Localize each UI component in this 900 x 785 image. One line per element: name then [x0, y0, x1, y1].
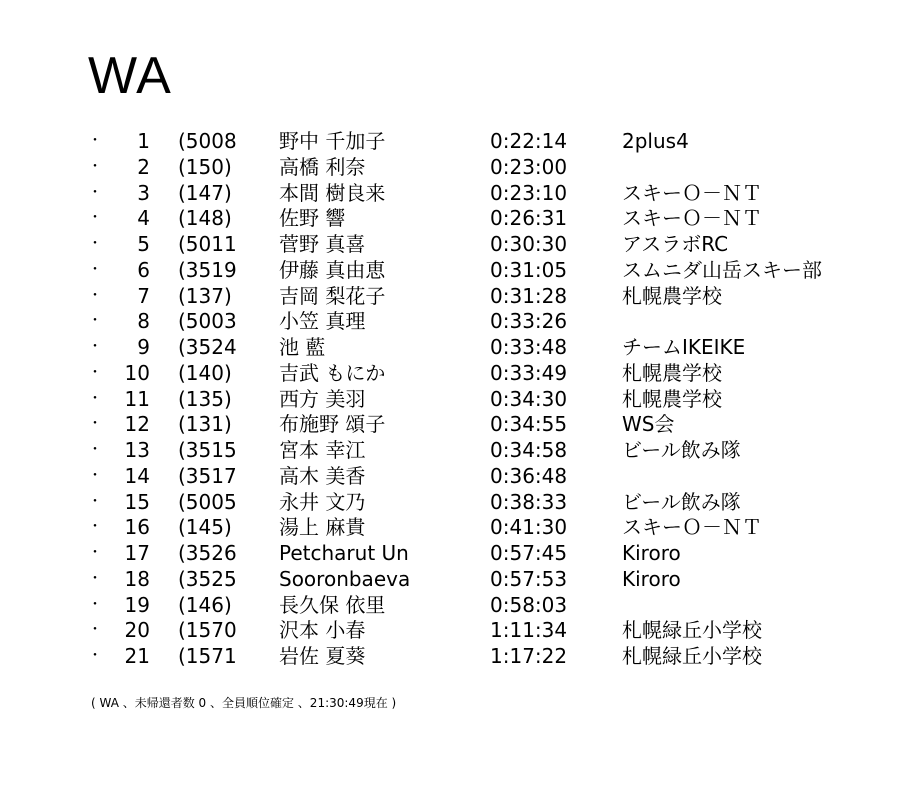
rank: 15 — [124, 489, 150, 514]
bullet-icon: ・ — [88, 158, 102, 175]
bullet-icon: ・ — [88, 467, 102, 484]
bullet-icon: ・ — [88, 596, 102, 613]
bib-number: (1570 — [178, 618, 237, 643]
rank: 10 — [124, 360, 150, 385]
finish-time: 0:34:30 — [490, 386, 568, 411]
result-row — [0, 155, 900, 181]
finish-time: 0:26:31 — [490, 206, 568, 231]
result-row — [0, 309, 900, 335]
result-row — [0, 515, 900, 541]
finish-time: 0:34:55 — [490, 412, 568, 437]
rank: 18 — [124, 566, 150, 591]
finish-time: 1:17:22 — [490, 644, 568, 668]
team-name: 札幌緑丘小学校 — [622, 644, 762, 668]
finish-time: 0:30:30 — [490, 232, 568, 256]
bib-number: (150) — [178, 154, 232, 179]
bib-number: (3526 — [178, 541, 237, 565]
result-row — [0, 361, 900, 387]
runner-name: 高橋 利奈 — [279, 154, 366, 179]
runner-name: 布施野 頌子 — [279, 412, 386, 437]
result-row — [0, 464, 900, 490]
rank: 2 — [137, 154, 150, 179]
runner-name: 池 藍 — [279, 335, 326, 359]
bullet-icon: ・ — [88, 622, 102, 639]
result-row — [0, 258, 900, 284]
finish-time: 0:23:00 — [490, 154, 568, 179]
team-name: 2plus4 — [622, 129, 689, 153]
team-name: 札幌緑丘小学校 — [622, 618, 762, 643]
bullet-icon: ・ — [88, 184, 102, 201]
rank: 9 — [137, 335, 150, 359]
bib-number: (3517 — [178, 463, 237, 488]
team-name: スキーＯ－ＮＴ — [622, 206, 762, 231]
runner-name: Sooronbaeva — [279, 566, 411, 591]
result-row — [0, 129, 900, 155]
team-name: アスラボRC — [622, 232, 729, 256]
runner-name: 佐野 響 — [279, 206, 346, 231]
result-row — [0, 284, 900, 310]
rank: 21 — [124, 644, 150, 668]
finish-time: 0:41:30 — [490, 515, 568, 540]
team-name: チームIKEIKE — [622, 335, 746, 359]
bullet-icon: ・ — [88, 287, 102, 304]
rank: 16 — [124, 515, 150, 540]
runner-name: 永井 文乃 — [279, 489, 366, 514]
bib-number: (3525 — [178, 566, 237, 591]
bib-number: (3524 — [178, 335, 237, 359]
bullet-icon: ・ — [88, 133, 102, 149]
bullet-icon: ・ — [88, 313, 102, 330]
team-name: スムニダ山岳スキー部 — [622, 257, 822, 282]
finish-time: 0:31:05 — [490, 257, 568, 282]
status-footnote: ( WA 、未帰還者数 0 、全員順位確定 、21:30:49現在 ) — [91, 696, 397, 710]
bullet-icon: ・ — [88, 570, 102, 587]
bullet-icon: ・ — [88, 364, 102, 381]
finish-time: 0:22:14 — [490, 129, 568, 153]
runner-name: 沢本 小春 — [279, 618, 366, 643]
rank: 12 — [124, 412, 150, 437]
rank: 11 — [124, 386, 150, 411]
rank: 13 — [124, 438, 150, 462]
rank: 5 — [137, 232, 150, 256]
result-row — [0, 438, 900, 464]
finish-time: 0:36:48 — [490, 463, 568, 488]
bullet-icon: ・ — [88, 545, 102, 561]
team-name: ビール飲み隊 — [622, 489, 741, 514]
runner-name: 湯上 麻貴 — [279, 515, 366, 540]
rank: 4 — [137, 206, 150, 231]
bib-number: (145) — [178, 515, 232, 540]
runner-name: 伊藤 真由恵 — [279, 257, 386, 282]
bib-number: (5011 — [178, 232, 237, 256]
finish-time: 1:11:34 — [490, 618, 568, 643]
team-name: スキーＯ－ＮＴ — [622, 180, 762, 205]
runner-name: 岩佐 夏葵 — [279, 644, 366, 668]
bib-number: (146) — [178, 592, 232, 617]
bullet-icon: ・ — [88, 648, 102, 664]
team-name: 札幌農学校 — [622, 386, 722, 411]
result-row — [0, 618, 900, 644]
runner-name: Petcharut Un — [279, 541, 409, 565]
rank: 1 — [137, 129, 150, 153]
page-title: WA — [88, 47, 172, 105]
runner-name: 菅野 真喜 — [279, 232, 366, 256]
rank: 7 — [137, 283, 150, 308]
finish-time: 0:57:45 — [490, 541, 568, 565]
bib-number: (3515 — [178, 438, 237, 462]
result-row — [0, 206, 900, 232]
result-row — [0, 335, 900, 361]
bullet-icon: ・ — [88, 210, 102, 227]
rank: 14 — [124, 463, 150, 488]
bib-number: (137) — [178, 283, 232, 308]
finish-time: 0:23:10 — [490, 180, 568, 205]
team-name: WS会 — [622, 412, 675, 437]
result-row — [0, 490, 900, 516]
runner-name: 本間 樹良来 — [279, 180, 386, 205]
bullet-icon: ・ — [88, 519, 102, 536]
result-row — [0, 567, 900, 593]
result-row — [0, 232, 900, 258]
finish-time: 0:57:53 — [490, 566, 568, 591]
bullet-icon: ・ — [88, 390, 102, 407]
finish-time: 0:38:33 — [490, 489, 568, 514]
runner-name: 宮本 幸江 — [279, 438, 366, 462]
bib-number: (5005 — [178, 489, 237, 514]
bib-number: (135) — [178, 386, 232, 411]
result-row — [0, 644, 900, 670]
team-name: スキーＯ－ＮＴ — [622, 515, 762, 540]
runner-name: 吉岡 梨花子 — [279, 283, 386, 308]
result-row — [0, 541, 900, 567]
results-list — [0, 129, 900, 670]
bib-number: (1571 — [178, 644, 237, 668]
rank: 17 — [124, 541, 150, 565]
bib-number: (5008 — [178, 129, 237, 153]
runner-name: 高木 美香 — [279, 463, 366, 488]
bib-number: (148) — [178, 206, 232, 231]
finish-time: 0:33:48 — [490, 335, 568, 359]
bib-number: (3519 — [178, 257, 237, 282]
runner-name: 長久保 依里 — [279, 592, 386, 617]
runner-name: 吉武 もにか — [279, 360, 386, 385]
result-row — [0, 412, 900, 438]
finish-time: 0:33:49 — [490, 360, 568, 385]
rank: 3 — [137, 180, 150, 205]
rank: 19 — [124, 592, 150, 617]
rank: 8 — [137, 309, 150, 334]
finish-time: 0:34:58 — [490, 438, 568, 462]
bullet-icon: ・ — [88, 493, 102, 510]
bib-number: (140) — [178, 360, 232, 385]
bullet-icon: ・ — [88, 339, 102, 355]
bib-number: (147) — [178, 180, 232, 205]
runner-name: 西方 美羽 — [279, 386, 366, 411]
bullet-icon: ・ — [88, 236, 102, 252]
result-row — [0, 593, 900, 619]
team-name: Kiroro — [622, 566, 681, 591]
team-name: 札幌農学校 — [622, 283, 722, 308]
result-row — [0, 181, 900, 207]
team-name: Kiroro — [622, 541, 681, 565]
bullet-icon: ・ — [88, 261, 102, 278]
finish-time: 0:31:28 — [490, 283, 568, 308]
runner-name: 小笠 真理 — [279, 309, 366, 334]
result-row — [0, 387, 900, 413]
bib-number: (5003 — [178, 309, 237, 334]
finish-time: 0:58:03 — [490, 592, 568, 617]
rank: 6 — [137, 257, 150, 282]
bib-number: (131) — [178, 412, 232, 437]
bullet-icon: ・ — [88, 442, 102, 458]
bullet-icon: ・ — [88, 416, 102, 433]
team-name: 札幌農学校 — [622, 360, 722, 385]
finish-time: 0:33:26 — [490, 309, 568, 334]
rank: 20 — [124, 618, 150, 643]
runner-name: 野中 千加子 — [279, 129, 386, 153]
team-name: ビール飲み隊 — [622, 438, 741, 462]
